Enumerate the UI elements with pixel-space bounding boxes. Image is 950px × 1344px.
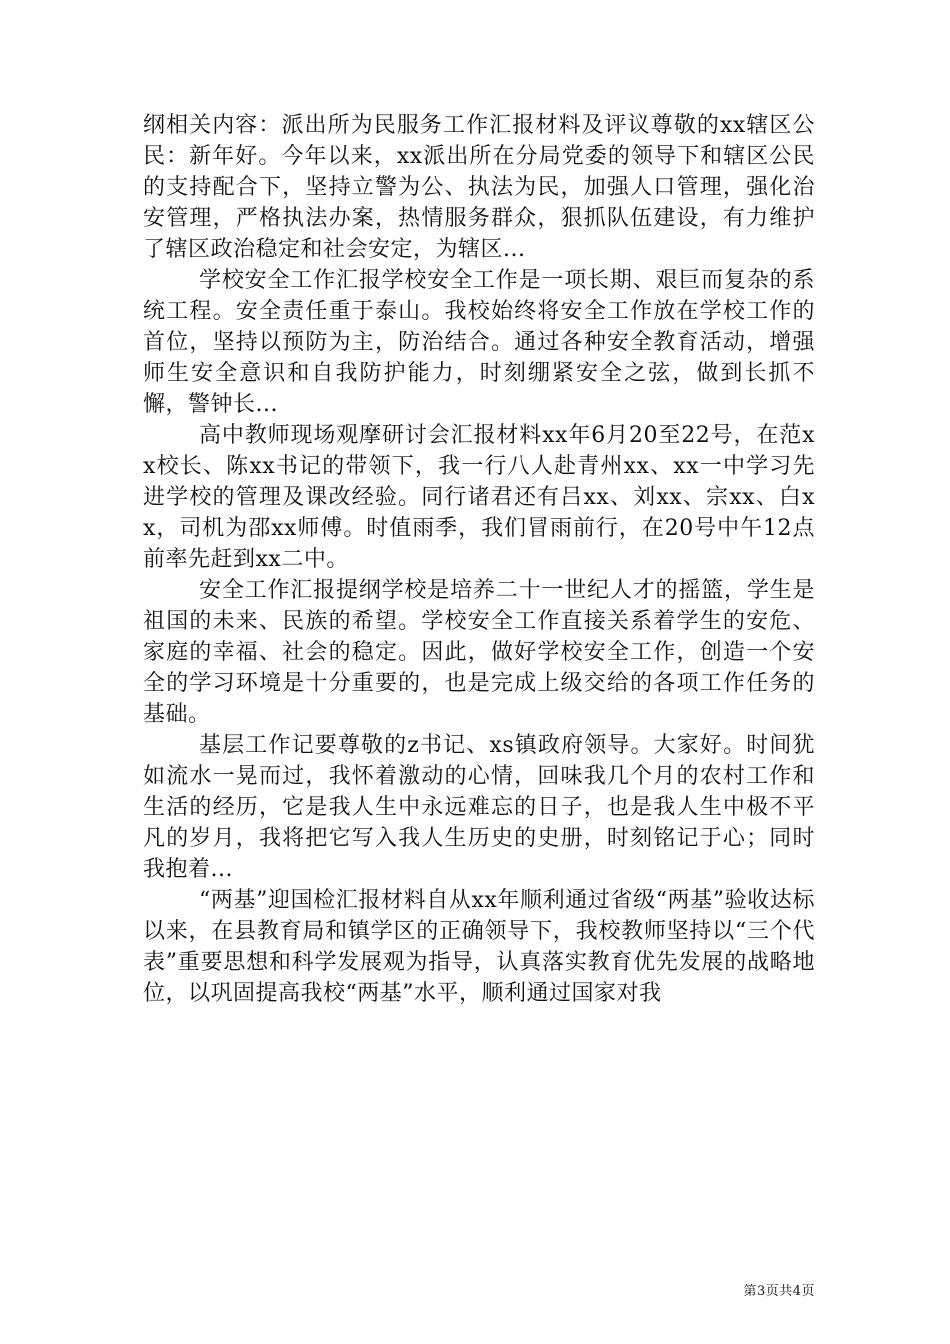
document-body xyxy=(143,110,815,1009)
page-number: 第3页共4页 xyxy=(743,1284,815,1299)
paragraph-two-basics-report: “两基”迎国检汇报材料自从xx年顺利通过省级“两基”验收达标以来，在县教育局和镇学区的正确领导下，我校教师坚持以“三个代表”重要思想和科学发展观为指导，认真落实教育优先发展的战略地位，以巩固提高我校“两基”水平，顺利通过国家对我 xyxy=(143,888,815,1006)
paragraph-safety-outline: 安全工作汇报提纲学校是培养二十一世纪人才的摇篮，学生是祖国的未来、民族的希望。学校安全工作直接关系着学生的安危、家庭的幸福、社会的稳定。因此，做好学校安全工作，创造一个安全的学习环境是十分重要的，也是完成上级交给的各项工作任务的基础。 xyxy=(143,578,815,727)
paragraph-teacher-seminar-report: 高中教师现场观摩研讨会汇报材料xx年6月20至22号，在范xx校长、陈xx书记的带领下，我一行八人赴青州xx、xx一中学习先进学校的管理及课改经验。同行诸君还有吕xx、刘xx、宗xx、白xx，司机为邵xx师傅。时值雨季，我们冒雨前行，在20号中午12点前率先赶到xx二中。 xyxy=(143,423,815,572)
paragraph-grassroots-notes: 基层工作记要尊敬的z书记、xs镇政府领导。大家好。时间犹如流水一晃而过，我怀着激动的心情，回味我几个月的农村工作和生活的经历，它是我人生中永远难忘的日子，也是我人生中极不平凡的岁月，我将把它写入我人生历史的史册，时刻铭记于心；同时我抱着... xyxy=(143,733,815,882)
paragraph-school-safety-report: 学校安全工作汇报学校安全工作是一项长期、艰巨而复杂的系统工程。安全责任重于泰山。我校始终将安全工作放在学校工作的首位，坚持以预防为主，防治结合。通过各种安全教育活动，增强师生安全意识和自我防护能力，时刻绷紧安全之弦，做到长抓不懈，警钟长... xyxy=(143,268,815,417)
paragraph-police-station-report: 纲相关内容：派出所为民服务工作汇报材料及评议尊敬的xx辖区公民：新年好。今年以来，xx派出所在分局党委的领导下和辖区公民的支持配合下，坚持立警为公、执法为民，加强人口管理，强化治安管理，严格执法办案，热情服务群众，狠抓队伍建设，有力维护了辖区政治稳定和社会安定，为辖区... xyxy=(143,113,815,262)
